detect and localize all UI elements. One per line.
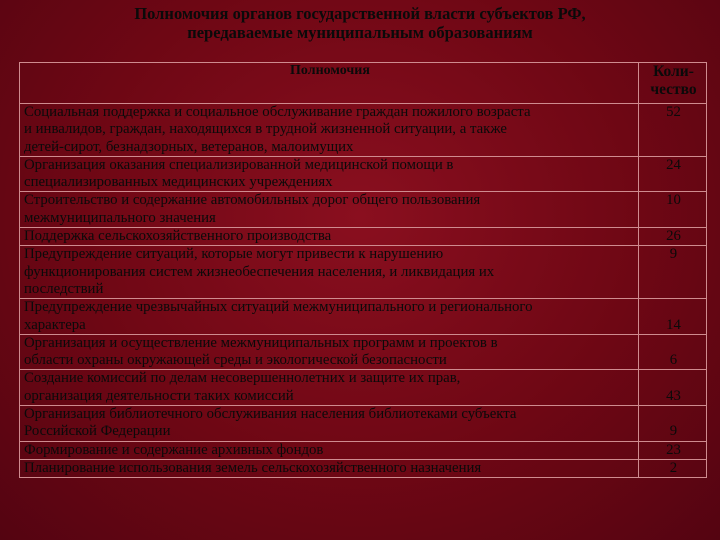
power-count: 2 bbox=[639, 459, 707, 477]
table-row bbox=[20, 299, 707, 335]
power-description bbox=[20, 246, 639, 299]
power-count: 9 bbox=[639, 406, 707, 442]
power-description-line: функционирования систем жизнеобеспечения населения, и ликвидация их bbox=[24, 263, 495, 280]
table-row bbox=[20, 406, 707, 442]
table-header-row bbox=[20, 63, 707, 104]
power-description bbox=[20, 228, 639, 246]
table-row bbox=[20, 334, 707, 370]
power-description bbox=[20, 441, 639, 459]
title-line-1: Полномочия органов государственной власти субъектов РФ, bbox=[134, 4, 586, 23]
power-description-line: Организация и осуществление межмуниципальных программ и проектов в bbox=[24, 334, 498, 351]
power-count: 26 bbox=[639, 228, 707, 246]
power-description-line: Формирование и содержание архивных фондов bbox=[24, 441, 324, 458]
count-header-line-2: чество bbox=[650, 81, 697, 98]
power-description-line: последствий bbox=[24, 280, 104, 297]
power-description-line: детей-сирот, безнадзорных, ветеранов, малоимущих bbox=[24, 138, 354, 155]
power-description bbox=[20, 459, 639, 477]
column-header-powers: Полномочия bbox=[20, 63, 639, 104]
power-description-line: Создание комиссий по делам несовершеннолетних и защите их прав, bbox=[24, 370, 461, 387]
power-description-line: Российской Федерации bbox=[24, 423, 171, 440]
power-description-line: характера bbox=[24, 316, 86, 333]
power-count: 24 bbox=[639, 156, 707, 192]
table-row bbox=[20, 459, 707, 477]
power-description-line: Планирование использования земель сельскохозяйственного назначения bbox=[24, 459, 482, 476]
power-description bbox=[20, 370, 639, 406]
power-description-line: Предупреждение чрезвычайных ситуаций межмуниципального и регионального bbox=[24, 299, 533, 316]
power-description-line: области охраны окружающей среды и экологической безопасности bbox=[24, 352, 447, 369]
power-count: 6 bbox=[639, 334, 707, 370]
power-count: 9 bbox=[639, 246, 707, 299]
table-row bbox=[20, 192, 707, 228]
table-row bbox=[20, 104, 707, 157]
power-description-line: организация деятельности таких комиссий bbox=[24, 387, 294, 404]
power-description-line: Организация библиотечного обслуживания населения библиотеками субъекта bbox=[24, 406, 517, 423]
power-description bbox=[20, 334, 639, 370]
table-row bbox=[20, 156, 707, 192]
power-description bbox=[20, 192, 639, 228]
power-description-line: Организация оказания специализированной медицинской помощи в bbox=[24, 156, 454, 173]
power-count: 43 bbox=[639, 370, 707, 406]
power-description-line: Социальная поддержка и социальное обслуживание граждан пожилого возраста bbox=[24, 104, 531, 120]
power-count: 14 bbox=[639, 299, 707, 335]
power-description-line: Предупреждение ситуаций, которые могут привести к нарушению bbox=[24, 246, 444, 263]
column-header-count bbox=[639, 63, 707, 104]
powers-table bbox=[19, 62, 707, 478]
table-row bbox=[20, 441, 707, 459]
power-description bbox=[20, 299, 639, 335]
table-row bbox=[20, 246, 707, 299]
page-title bbox=[0, 4, 720, 42]
power-description-line: Строительство и содержание автомобильных дорог общего пользования bbox=[24, 192, 481, 209]
count-header-line-1: Коли- bbox=[653, 63, 694, 80]
power-description bbox=[20, 104, 639, 157]
table-row bbox=[20, 370, 707, 406]
table-row bbox=[20, 228, 707, 246]
power-description-line: межмуниципального значения bbox=[24, 209, 216, 226]
power-count: 10 bbox=[639, 192, 707, 228]
power-count: 23 bbox=[639, 441, 707, 459]
power-description-line: и инвалидов, граждан, находящихся в трудной жизненной ситуации, а также bbox=[24, 121, 507, 138]
power-description bbox=[20, 156, 639, 192]
power-description bbox=[20, 406, 639, 442]
power-description-line: Поддержка сельскохозяйственного производства bbox=[24, 228, 332, 245]
power-count: 52 bbox=[639, 104, 707, 157]
title-line-2: передаваемые муниципальным образованиям bbox=[187, 23, 533, 42]
power-description-line: специализированных медицинских учреждениях bbox=[24, 174, 333, 191]
